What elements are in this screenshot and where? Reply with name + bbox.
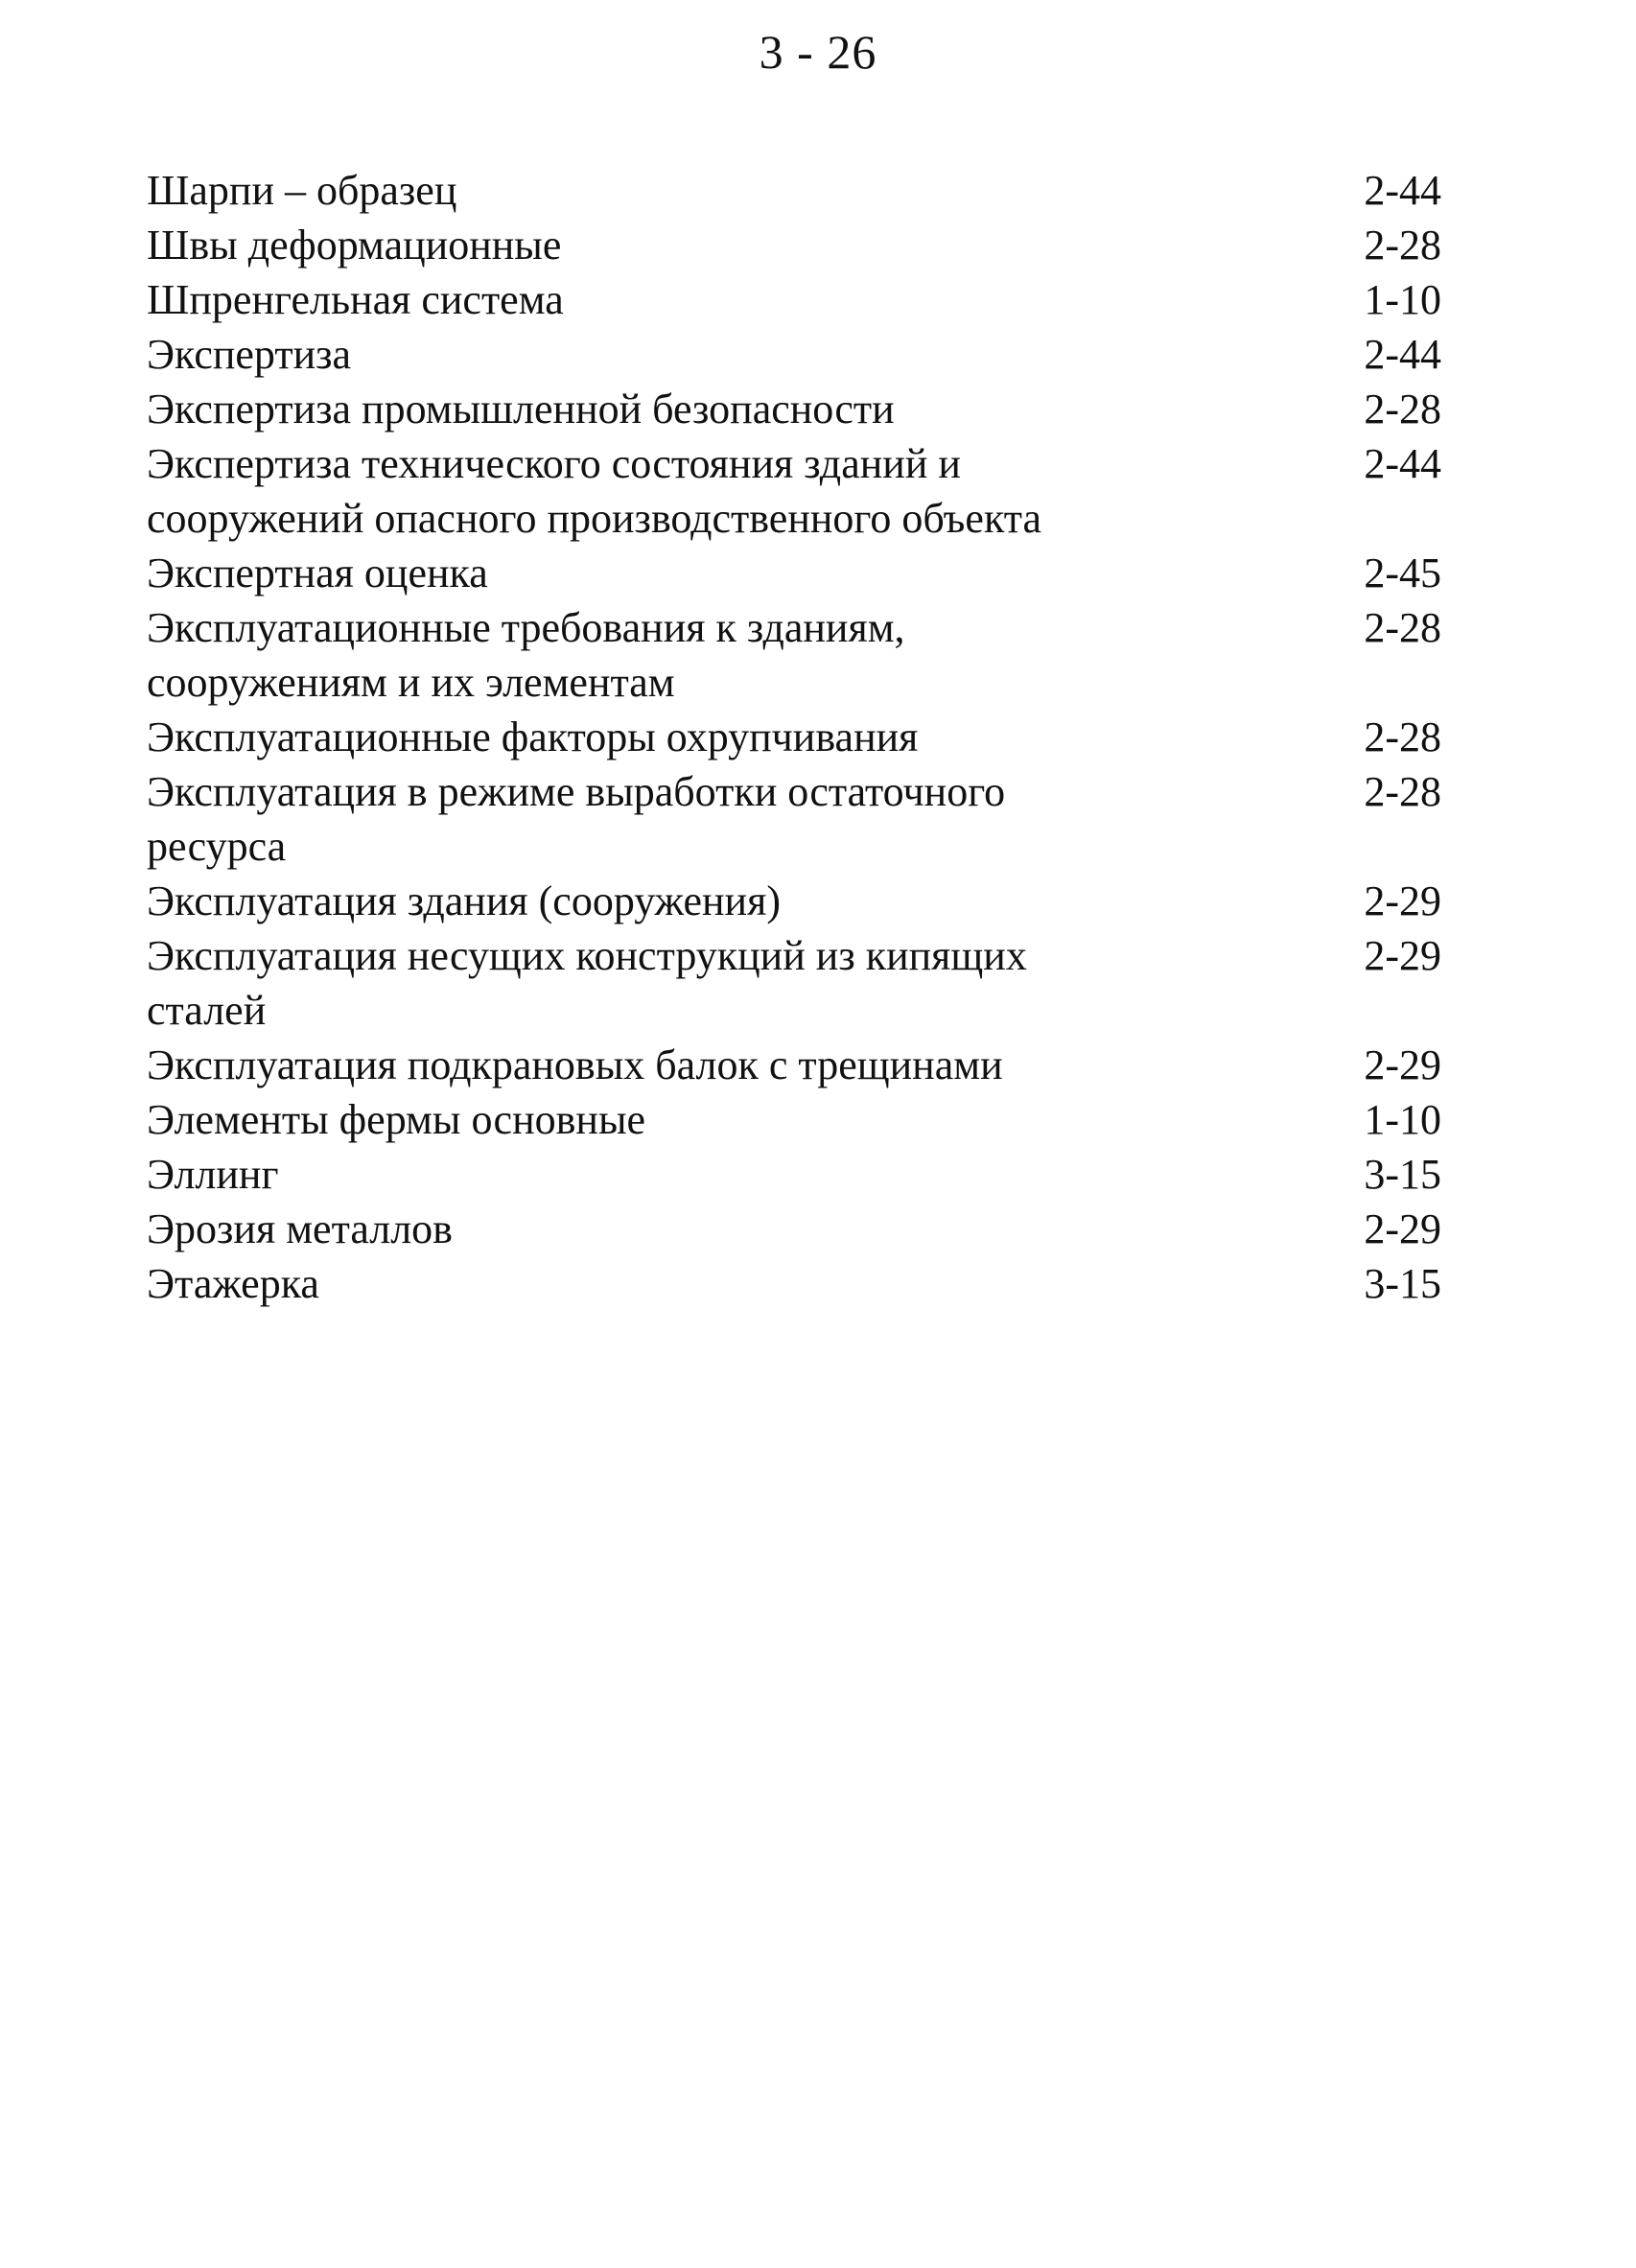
index-term (147, 764, 1240, 874)
index-term (147, 710, 1240, 764)
index-entry (147, 764, 1441, 874)
index-entry (147, 1256, 1441, 1311)
index-page-ref: 2-28 (1364, 386, 1441, 433)
index-entry (147, 436, 1441, 546)
index-term (147, 1092, 1240, 1147)
index-entry (147, 218, 1441, 272)
index-term (147, 1147, 1240, 1202)
index-entry (147, 874, 1441, 928)
index-term (147, 163, 1240, 218)
index-term (147, 1256, 1240, 1311)
index-entry (147, 163, 1441, 218)
index-term-line: Эксплуатационные требования к зданиям, (147, 604, 905, 651)
index-page-ref: 1-10 (1364, 276, 1441, 323)
index-term-line: Экспертиза (147, 331, 352, 378)
index-term-line: Элементы фермы основные (147, 1096, 646, 1143)
index-entry (147, 710, 1441, 764)
index-page-ref: 2-29 (1364, 932, 1441, 979)
index-list (147, 163, 1441, 1311)
index-entry (147, 1202, 1441, 1256)
index-entry (147, 928, 1441, 1038)
index-page-ref: 2-29 (1364, 877, 1441, 924)
index-term-line: Этажерка (147, 1260, 319, 1307)
index-term-line: Экспертиза технического состояния зданий и (147, 440, 961, 487)
index-term-line: ресурса (147, 823, 287, 870)
index-term (147, 1038, 1240, 1092)
index-term-line: Экспертная оценка (147, 549, 488, 596)
index-entry (147, 546, 1441, 600)
index-term-line: сооружениям и их элементам (147, 659, 675, 706)
index-term-line: Экспертиза промышленной безопасности (147, 386, 895, 433)
index-entry (147, 1092, 1441, 1147)
index-term (147, 327, 1240, 382)
index-term (147, 928, 1240, 1038)
index-page-ref: 2-45 (1364, 549, 1441, 596)
index-term (147, 436, 1240, 546)
index-page-ref: 2-28 (1364, 222, 1441, 269)
index-page-ref: 2-44 (1364, 440, 1441, 487)
index-page-ref: 3-15 (1364, 1260, 1441, 1307)
index-entry (147, 600, 1441, 710)
index-term (147, 874, 1240, 928)
index-term-line: Шпренгельная система (147, 276, 564, 323)
index-page-ref: 2-29 (1364, 1205, 1441, 1252)
index-page-ref: 2-28 (1364, 604, 1441, 651)
index-term-line: сталей (147, 987, 267, 1034)
index-page-ref: 2-28 (1364, 713, 1441, 760)
page-number: 3 - 26 (759, 25, 877, 79)
index-term (147, 272, 1240, 327)
index-entry (147, 327, 1441, 382)
index-term-line: Швы деформационные (147, 222, 562, 269)
index-term (147, 1202, 1240, 1256)
index-entry (147, 1147, 1441, 1202)
index-term-line: Эксплуатационные факторы охрупчивания (147, 713, 919, 760)
index-term (147, 382, 1240, 436)
index-entry (147, 272, 1441, 327)
index-term (147, 218, 1240, 272)
index-term-line: сооружений опасного производственного объекта (147, 495, 1042, 542)
index-page-ref: 3-15 (1364, 1151, 1441, 1198)
index-entry (147, 382, 1441, 436)
index-term-line: Эрозия металлов (147, 1205, 453, 1252)
index-term-line: Шарпи – образец (147, 167, 457, 214)
index-page-ref: 2-44 (1364, 331, 1441, 378)
index-term-line: Эксплуатация в режиме выработки остаточного (147, 768, 1006, 815)
index-page-ref: 2-29 (1364, 1041, 1441, 1088)
index-entry (147, 1038, 1441, 1092)
index-page-ref: 2-44 (1364, 167, 1441, 214)
index-term (147, 546, 1240, 600)
index-term-line: Эллинг (147, 1151, 279, 1198)
index-term-line: Эксплуатация несущих конструкций из кипящих (147, 932, 1027, 979)
index-page-ref: 2-28 (1364, 768, 1441, 815)
index-term-line: Эксплуатация здания (сооружения) (147, 877, 781, 924)
index-term (147, 600, 1240, 710)
index-term-line: Эксплуатация подкрановых балок с трещинами (147, 1041, 1003, 1088)
index-page-ref: 1-10 (1364, 1096, 1441, 1143)
